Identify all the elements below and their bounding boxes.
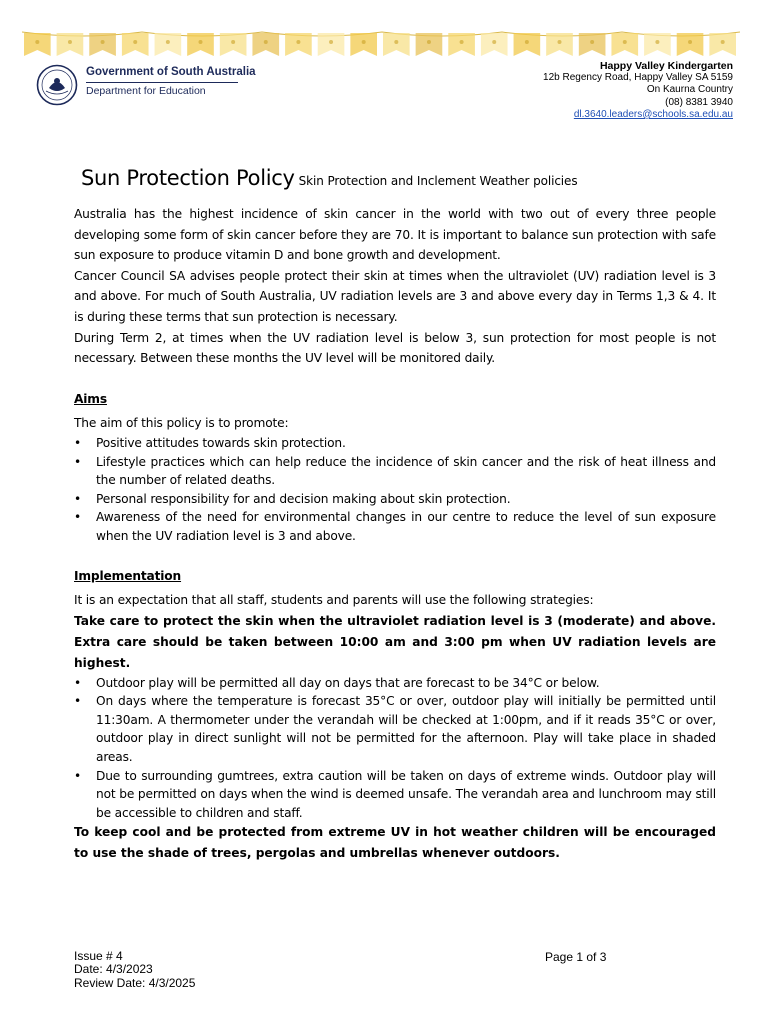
bunting-flag xyxy=(220,33,247,56)
bunting-dot xyxy=(655,40,659,44)
logo-divider xyxy=(86,82,238,83)
bunting-dot xyxy=(721,40,725,44)
bunting-flag xyxy=(24,33,51,56)
bunting-dot xyxy=(362,40,366,44)
bunting-flag xyxy=(155,33,182,56)
government-logo xyxy=(36,64,256,108)
bunting-dot xyxy=(688,40,692,44)
implementation-heading: Implementation xyxy=(74,568,182,583)
crest-icon xyxy=(36,64,78,106)
bunting-dot xyxy=(329,40,333,44)
school-phone: (08) 8381 3940 xyxy=(665,96,733,108)
bunting-dot xyxy=(590,40,594,44)
document-body xyxy=(74,204,716,864)
bunting-flag xyxy=(252,33,279,56)
bunting-dot xyxy=(623,40,627,44)
bunting-dot xyxy=(460,40,464,44)
intro-paragraph: During Term 2, at times when the UV radiation level is below 3, sun protection for most people is not necessary. Between these months the UV level will be monitored daily. xyxy=(74,330,716,366)
bunting-flag xyxy=(187,33,214,56)
document-meta xyxy=(74,950,195,990)
list-item: • Lifestyle practices which can help reduce the incidence of skin cancer and the risk of heat illness and the number of related deaths. xyxy=(74,453,716,490)
bunting-flag xyxy=(89,33,116,56)
bunting-flag xyxy=(514,33,541,56)
issue-date: Date: 4/3/2023 xyxy=(74,962,153,977)
bunting-flag xyxy=(611,33,638,56)
list-item: • Personal responsibility for and decision making about skin protection. xyxy=(74,490,716,509)
bunting-dot xyxy=(199,40,203,44)
bunting-flag xyxy=(122,33,149,56)
bunting-dot xyxy=(394,40,398,44)
list-item: • Outdoor play will be permitted all day on days that are forecast to be 34°C or below. xyxy=(74,674,716,693)
school-country: On Kaurna Country xyxy=(646,84,733,96)
bunting-flag xyxy=(318,33,345,56)
bunting-dot xyxy=(264,40,268,44)
bunting-dot xyxy=(166,40,170,44)
bunting-dot xyxy=(525,40,529,44)
bunting-dot xyxy=(68,40,72,44)
aims-list xyxy=(74,434,716,546)
review-date: Review Date: 4/3/2025 xyxy=(74,975,196,990)
list-item: • Positive attitudes towards skin protection. xyxy=(74,434,716,453)
bunting-flag xyxy=(709,33,736,56)
bunting-flag xyxy=(416,33,443,56)
bunting-flag xyxy=(579,33,606,56)
implementation-list xyxy=(74,674,716,823)
uv-warning-note: Take care to protect the skin when the ultraviolet radiation level is 3 (moderate) and above. Extra care should be taken between 10:00 am and 3:00 pm when UV radiation levels are highest. xyxy=(74,613,716,670)
school-name: Happy Valley Kindergarten xyxy=(599,60,733,72)
bunting-flag xyxy=(383,33,410,56)
page-title: Sun Protection Policy xyxy=(81,166,295,190)
bunting-dot xyxy=(35,40,39,44)
list-item: • Due to surrounding gumtrees, extra caution will be taken on days of extreme winds. Outdoor play will not be permitted on days when the wind is deemed unsafe. The verandah area and lunchroom may still be accessible to children and staff. xyxy=(74,767,716,823)
bunting-flag xyxy=(350,33,377,56)
bunting-flag xyxy=(546,33,573,56)
school-email-link[interactable]: dl.3640.leaders@schools.sa.edu.au xyxy=(573,108,733,120)
aims-heading: Aims xyxy=(74,391,107,406)
bunting-flag xyxy=(677,33,704,56)
title-row xyxy=(81,166,577,190)
page-subtitle: Skin Protection and Inclement Weather policies xyxy=(298,174,578,188)
intro-section xyxy=(74,204,716,369)
school-address: 12b Regency Road, Happy Valley SA 5159 xyxy=(543,72,733,84)
implementation-lead: It is an expectation that all staff, students and parents will use the following strategies: xyxy=(74,593,594,608)
bunting-flag xyxy=(644,33,671,56)
bunting-dot xyxy=(296,40,300,44)
list-item: • Awareness of the need for environmental changes in our centre to reduce the level of sun exposure when the UV radiation level is 3 and above. xyxy=(74,508,716,545)
bunting-flag xyxy=(481,33,508,56)
bunting-dot xyxy=(427,40,431,44)
bunting-dot xyxy=(101,40,105,44)
bunting-dot xyxy=(492,40,496,44)
bunting-dot xyxy=(231,40,235,44)
intro-paragraph: Australia has the highest incidence of skin cancer in the world with two out of every three people developing some form of skin cancer before they are 70. It is important to balance sun protection with safe sun exposure to produce vitamin D and bone growth and development. xyxy=(74,207,716,263)
department-name: Department for Education xyxy=(86,85,206,97)
bunting-flag xyxy=(285,33,312,56)
bunting-dot xyxy=(558,40,562,44)
shade-note: To keep cool and be protected from extreme UV in hot weather children will be encouraged to use the shade of trees, pergolas and umbrellas whenever outdoors. xyxy=(74,825,716,861)
bunting-dot xyxy=(133,40,137,44)
bunting-flag xyxy=(57,33,84,56)
page-number: Page 1 of 3 xyxy=(545,950,607,964)
intro-paragraph: Cancer Council SA advises people protect their skin at times when the ultraviolet (UV) radiation level is 3 and above. For much of South Australia, UV radiation levels are 3 and above every day in Terms 1,3 & 4. It is during these terms that sun protection is necessary. xyxy=(74,268,716,324)
government-name: Government of South Australia xyxy=(86,66,256,78)
list-item: • On days where the temperature is forecast 35°C or over, outdoor play will initially be permitted until 11:30am. A thermometer under the verandah will be checked at 1:00pm, and if it reads 35°C or over, outdoor play in direct sunlight will not be permitted for the afternoon. Play will take place in shaded areas. xyxy=(74,692,716,766)
issue-number: Issue # 4 xyxy=(74,949,123,963)
bunting-flag xyxy=(448,33,475,56)
aims-lead: The aim of this policy is to promote: xyxy=(74,416,289,431)
school-contact xyxy=(543,60,733,121)
